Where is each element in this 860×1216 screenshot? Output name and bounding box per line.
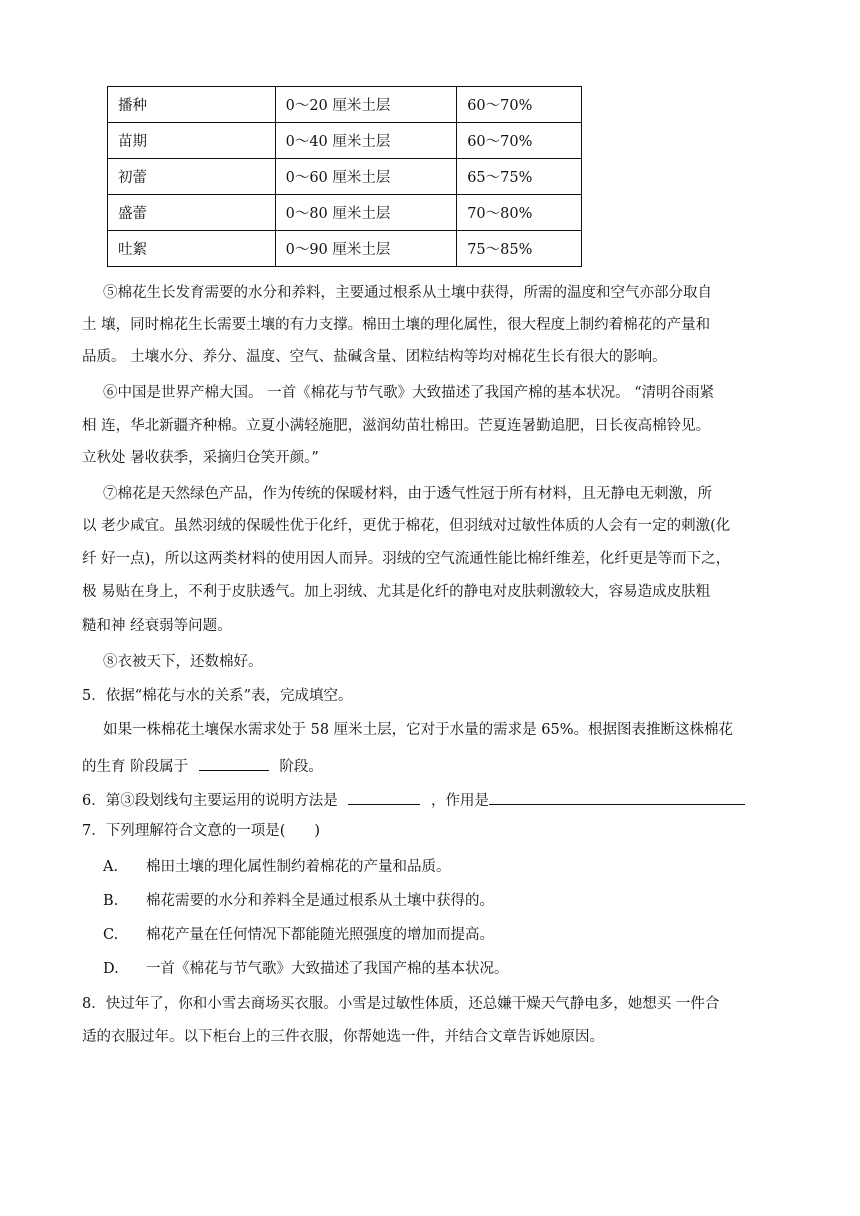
option-b-letter: B. <box>103 893 119 909</box>
question-6-prefix: 6．第③段划线句主要运用的说明方法是 <box>82 793 338 809</box>
question-5-answer-blank[interactable] <box>199 754 269 771</box>
option-d-text[interactable]: 一首《棉花与节气歌》大致描述了我国产棉的基本状况。 <box>146 961 509 977</box>
question-5-prefix: 的生育 阶段属于 <box>82 759 189 775</box>
paragraph-7-line: 糙和神 经衰弱等问题。 <box>82 618 232 634</box>
table-cell-stage: 盛蕾 <box>108 195 276 231</box>
option-a-text[interactable]: 棉田土壤的理化属性制约着棉花的产量和品质。 <box>146 859 451 875</box>
paragraph-6-line: 立秋处 暑收获季，采摘归仓笑开颜。” <box>82 450 319 466</box>
paragraph-7-line: 极 易贴在身上，不利于皮肤透气。加上羽绒、尤其是化纤的静电对皮肤刺激较大，容易造成皮肤粗 <box>82 584 711 600</box>
option-d-letter: D. <box>103 961 119 977</box>
table-cell-depth: 0～20 厘米土层 <box>275 87 457 123</box>
question-6-middle: ，作用是 <box>430 793 489 809</box>
option-b-text[interactable]: 棉花需要的水分和养料全是通过根系从土壤中获得的。 <box>146 893 494 909</box>
table-cell-depth: 0～80 厘米土层 <box>275 195 457 231</box>
table-cell-water: 60～70% <box>457 87 582 123</box>
question-7-stem: 7．下列理解符合文意的一项是( ) <box>82 823 321 839</box>
paragraph-5-line: ⑤棉花生长发育需要的水分和养料，主要通过根系从土壤中获得，所需的温度和空气亦部分取自 <box>103 285 712 301</box>
table-row <box>108 123 582 159</box>
question-5-fill-line <box>82 754 782 777</box>
table-row <box>108 231 582 267</box>
question-5-stem: 5．依据“棉花与水的关系”表，完成填空。 <box>82 688 353 704</box>
question-8-line: 适的衣服过年。以下柜台上的三件衣服，你帮她选一件，并结合文章告诉她原因。 <box>82 1029 604 1045</box>
table-cell-stage: 播种 <box>108 87 276 123</box>
paragraph-8-line: ⑧衣被天下，还数棉好。 <box>103 654 263 670</box>
question-5-text: 如果一株棉花土壤保水需求处于 58 厘米土层，它对于水量的需求是 65%。根据图表推断这株棉花 <box>103 722 734 738</box>
question-8-line: 8．快过年了，你和小雪去商场买衣服。小雪是过敏性体质，还总嫌干燥天气静电多，她想买 一件合 <box>82 996 720 1012</box>
table-cell-depth: 0～90 厘米土层 <box>275 231 457 267</box>
table-cell-stage: 吐絮 <box>108 231 276 267</box>
cotton-water-table <box>107 86 582 267</box>
table-row <box>108 195 582 231</box>
paragraph-7-line: ⑦棉花是天然绿色产品，作为传统的保暖材料，由于透气性冠于所有材料，且无静电无刺激，所 <box>103 486 712 502</box>
option-c-text[interactable]: 棉花产量在任何情况下都能随光照强度的增加而提高。 <box>146 927 494 943</box>
table-cell-water: 65～75% <box>457 159 582 195</box>
table-cell-water: 60～70% <box>457 123 582 159</box>
paragraph-6-line: ⑥中国是世界产棉大国。 一首《棉花与节气歌》大致描述了我国产棉的基本状况。 “清明谷雨紧 <box>103 385 715 401</box>
option-a-letter: A. <box>103 859 119 875</box>
table-cell-depth: 0～40 厘米土层 <box>275 123 457 159</box>
question-5-suffix: 阶段。 <box>279 759 323 775</box>
paragraph-6-line: 相 连，华北新疆齐种棉。立夏小满轻施肥，滋润幼苗壮棉田。芒夏连暑勤追肥，日长夜高棉铃见。 <box>82 418 711 434</box>
table-cell-stage: 苗期 <box>108 123 276 159</box>
question-6-line <box>82 788 782 811</box>
paragraph-5-line: 品质。 土壤水分、养分、温度、空气、盐碱含量、团粒结构等均对棉花生长有很大的影响。 <box>82 349 667 365</box>
table-cell-depth: 0～60 厘米土层 <box>275 159 457 195</box>
paragraph-7-line: 纤 好一点)，所以这两类材料的使用因人而异。羽绒的空气流通性能比棉纤维差，化纤更是等而下之， <box>82 551 731 567</box>
question-6-effect-blank[interactable] <box>489 788 745 805</box>
option-c-letter: C. <box>103 927 119 943</box>
paragraph-7-line: 以 老少咸宜。虽然羽绒的保暖性优于化纤，更优于棉花，但羽绒对过敏性体质的人会有一定的刺激(化 <box>82 518 731 534</box>
table-row <box>108 87 582 123</box>
question-6-method-blank[interactable] <box>348 788 420 805</box>
table-cell-stage: 初蕾 <box>108 159 276 195</box>
table-row <box>108 159 582 195</box>
table-cell-water: 75～85% <box>457 231 582 267</box>
paragraph-5-line: 土 壤，同时棉花生长需要土壤的有力支撑。棉田土壤的理化属性，很大程度上制约着棉花的产量和 <box>82 317 711 333</box>
table-cell-water: 70～80% <box>457 195 582 231</box>
